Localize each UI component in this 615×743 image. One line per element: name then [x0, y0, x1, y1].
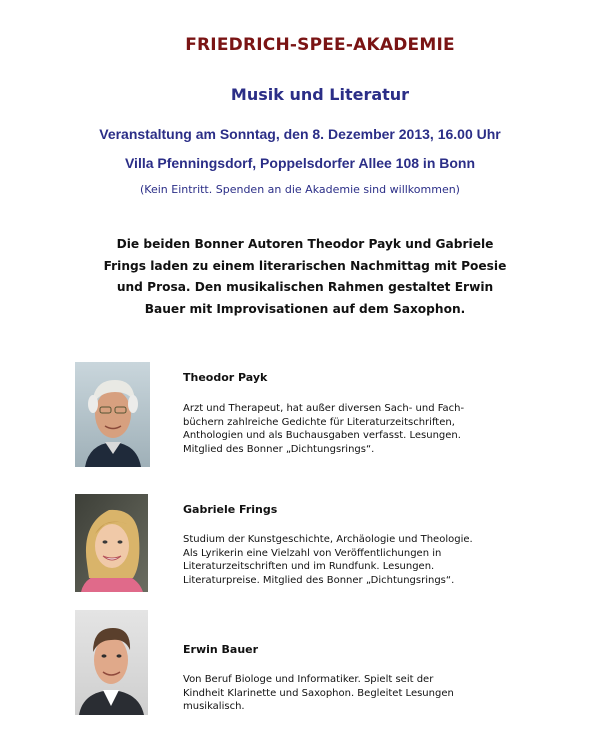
event-subtitle: Musik und Literatur — [230, 85, 410, 104]
intro-line: Bauer mit Improvisationen auf dem Saxophon. — [144, 301, 466, 316]
bio-line: Literaturpreise. Mitglied des Bonner „Dichtungsrings“. — [183, 574, 455, 586]
bio-line: musikalisch. — [183, 701, 245, 712]
bio-line: Von Beruf Biologe und Informatiker. Spielt seit der — [183, 674, 434, 685]
bio-line: Arzt und Therapeut, hat außer diversen Sach- und Fach- — [183, 403, 465, 414]
bio-line: Mitglied des Bonner „Dichtungsrings“. — [183, 443, 375, 455]
intro-line: Die beiden Bonner Autoren Theodor Payk und Gabriele — [116, 237, 494, 251]
portrait-photo — [75, 362, 150, 467]
intro-line: und Prosa. Den musikalischen Rahmen gestaltet Erwin — [116, 280, 494, 294]
event-date-line: Veranstaltung am Sonntag, den 8. Dezember 2013, 16.00 Uhr — [99, 126, 501, 142]
person-name: Erwin Bauer — [183, 643, 259, 656]
bio-line: büchern zahlreiche Gedichte für Literaturzeitschriften, — [183, 416, 455, 428]
bio-line: Literaturzeitschriften und im Rundfunk. Lesungen. — [183, 561, 435, 572]
portrait-erwin-bauer — [75, 610, 148, 715]
academy-title: FRIEDRICH-SPEE-AKADEMIE — [185, 35, 455, 55]
portrait-gabriele-frings — [75, 494, 148, 592]
person-bio — [183, 533, 523, 587]
event-venue-line: Villa Pfenningsdorf, Poppelsdorfer Allee 108 in Bonn — [124, 155, 476, 171]
person-bio — [183, 402, 523, 456]
bio-line: Studium der Kunstgeschichte, Archäologie und Theologie. — [183, 534, 473, 545]
person-name: Gabriele Frings — [183, 503, 278, 516]
admission-note: (Kein Eintritt. Spenden an die Akademie sind willkommen) — [140, 183, 460, 196]
bio-line: Als Lyrikerin eine Vielzahl von Veröffentlichungen in — [183, 547, 442, 559]
intro-paragraph — [100, 234, 510, 320]
person-bio — [183, 673, 523, 714]
person-name: Theodor Payk — [183, 371, 268, 384]
portrait-photo — [75, 494, 148, 592]
bio-line: Anthologien und als Buchausgaben verfasst. Lesungen. — [183, 430, 461, 441]
portrait-theodor-payk — [75, 362, 150, 467]
portrait-photo — [75, 610, 148, 715]
intro-line: Frings laden zu einem literarischen Nachmittag mit Poesie — [103, 258, 507, 273]
bio-line: Kindheit Klarinette und Saxophon. Begleitet Lesungen — [183, 687, 454, 699]
